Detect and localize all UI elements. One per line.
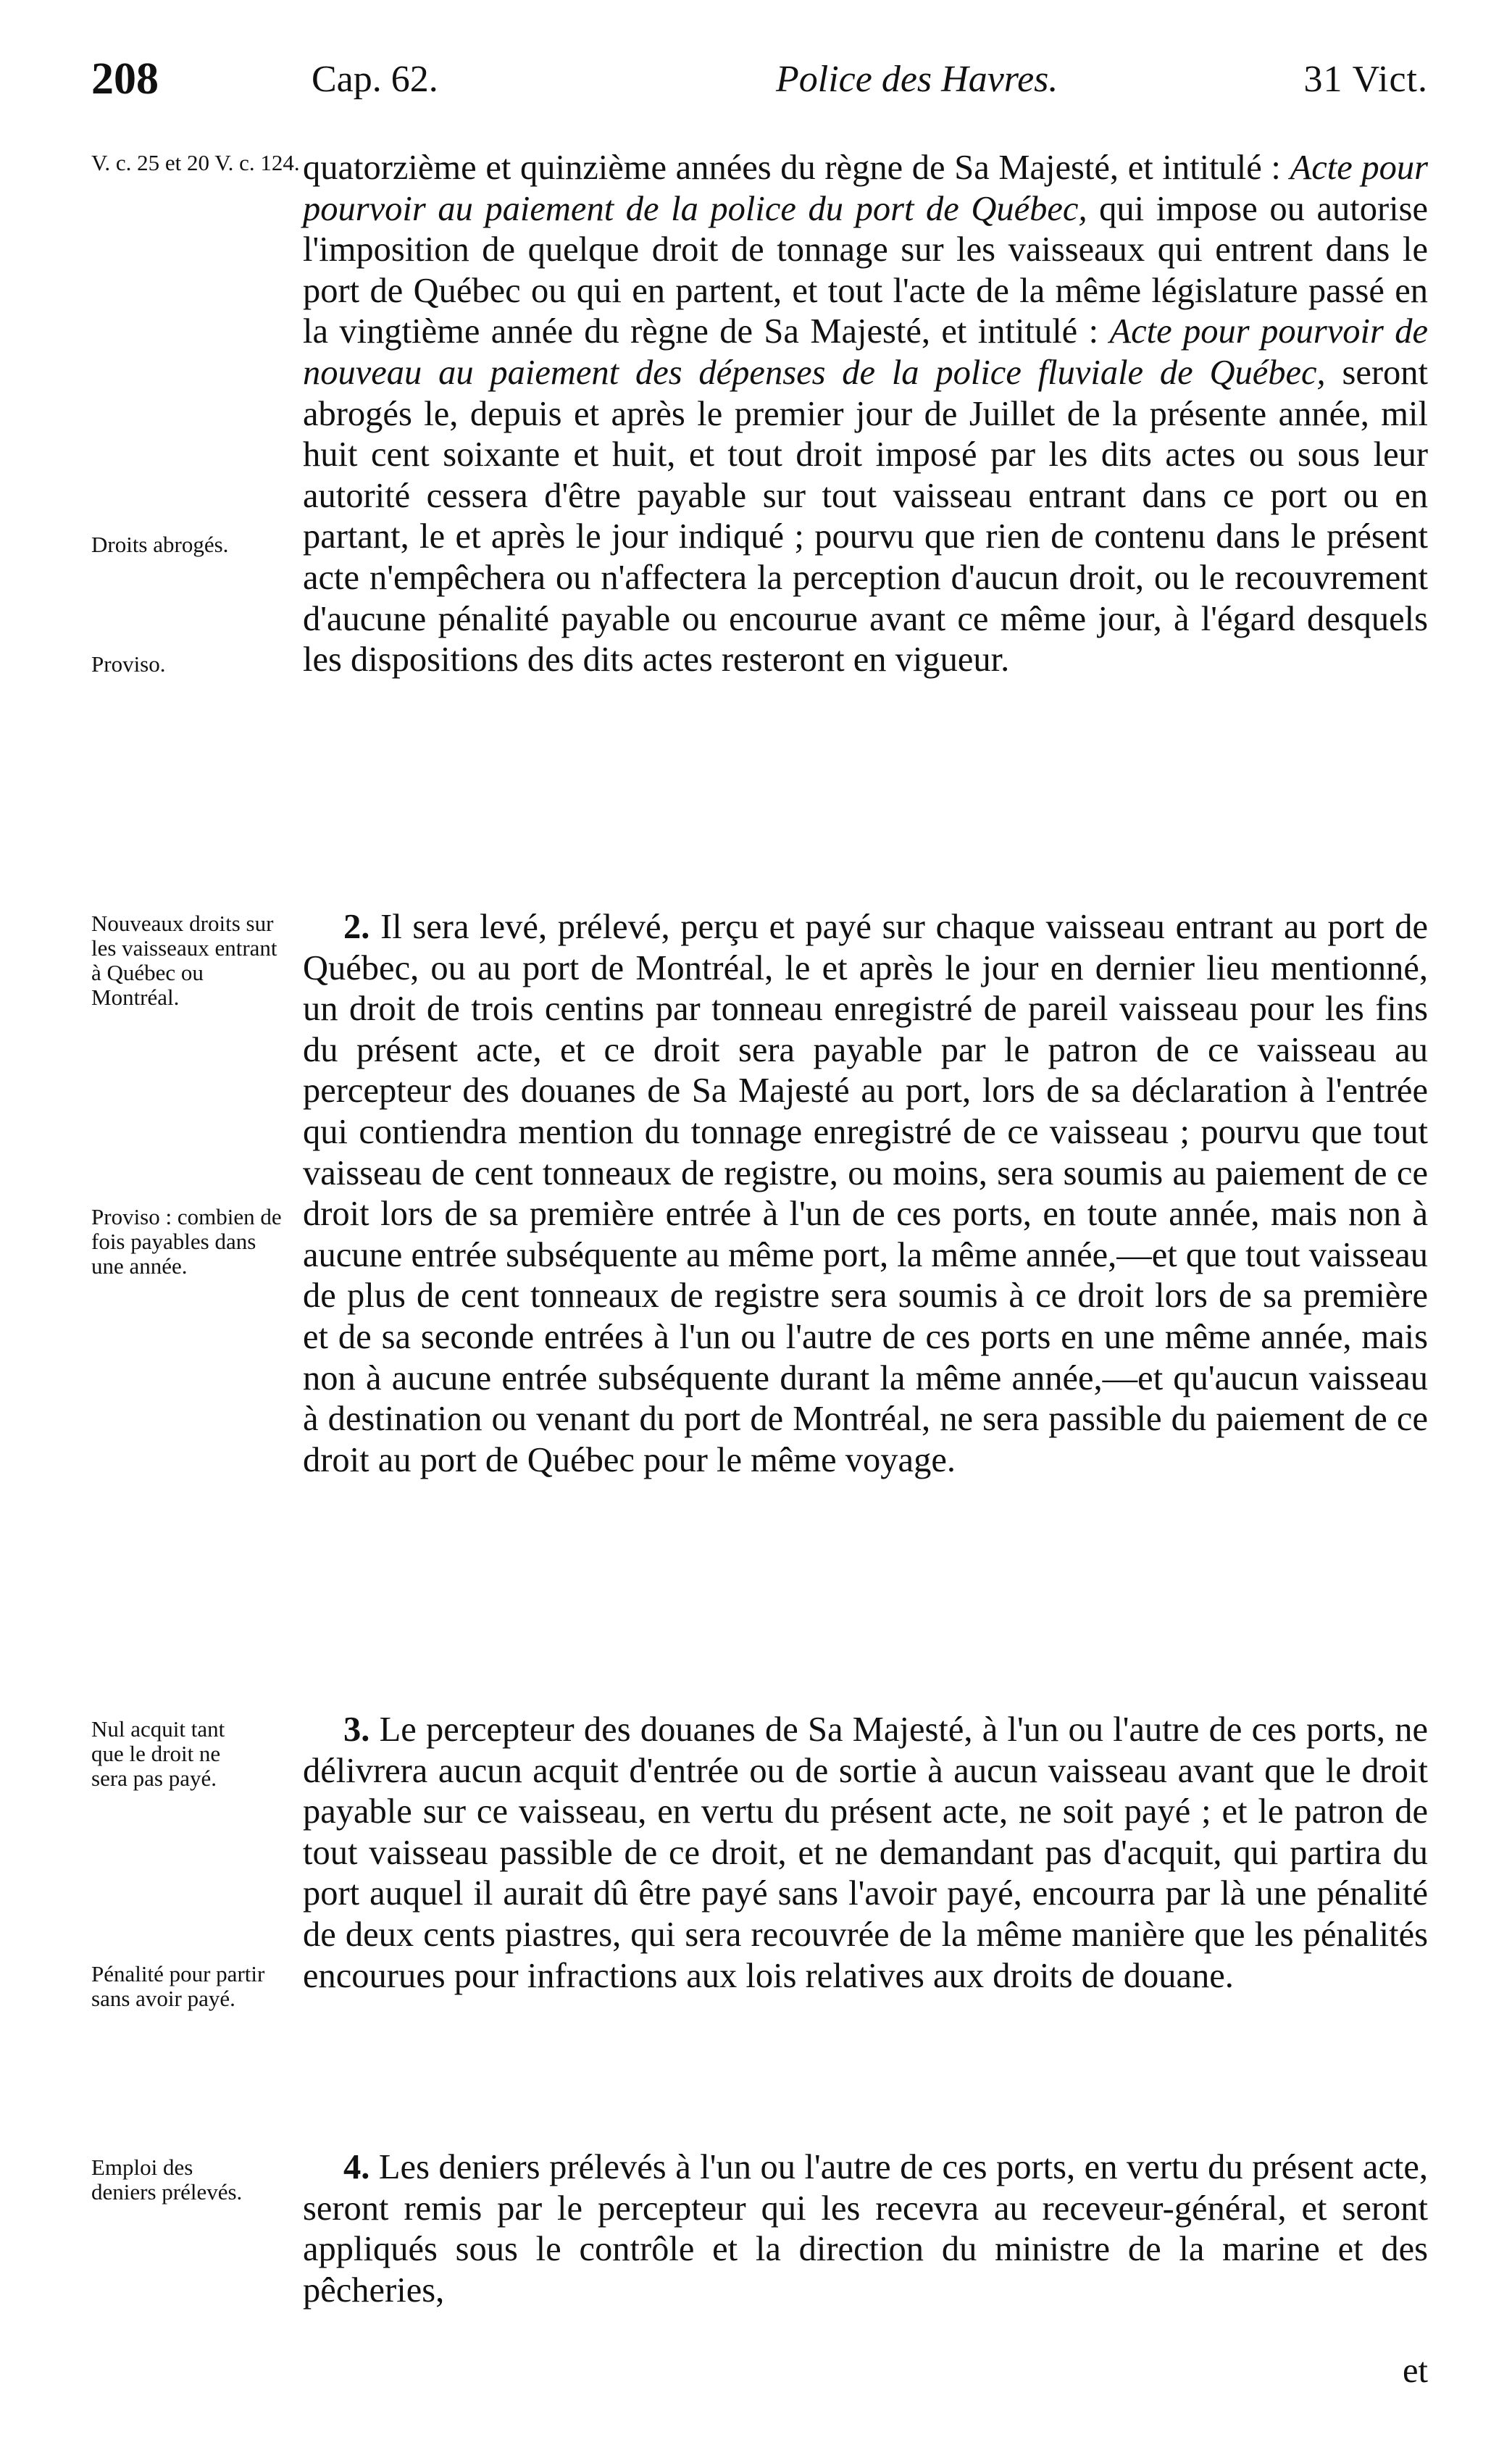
section-2-number: 2. xyxy=(343,908,370,946)
para1-text-b: qui impose ou autorise l'imposition de quelque droit de tonnage sur les vaisseaux qui entrent dans le port de Québec ou qui en partent, et tout l'acte de la même législature passé en la vingtième année du règne de Sa Majesté, et intitulé : xyxy=(303,189,1429,351)
margin-note-nul-acquit: Nul acquit tant que le droit ne sera pas payé. xyxy=(91,1716,225,1791)
margin-note-droits-abroges: Droits abrogés. xyxy=(91,532,229,557)
catchword: et xyxy=(1402,2352,1428,2390)
margin-note-statutes: V. c. 25 et 20 V. c. 124. xyxy=(91,150,300,175)
act-title-police-port: Acte pour pourvoir au paiement de la police du port de Québec, xyxy=(303,149,1428,228)
section-2 xyxy=(303,907,1428,1481)
section-3 xyxy=(303,1710,1428,1997)
page-title: Police des Havres. xyxy=(776,59,1058,100)
margin-note-proviso: Proviso. xyxy=(91,651,166,677)
page-number: 208 xyxy=(91,54,159,104)
regnal-year: 31 Vict. xyxy=(1303,59,1428,100)
para1-text-c: seront abrogés le, depuis et après le premier jour de Juillet de la présente année, mil huit cent soixante et huit, et tout droit imposé par les dits actes ou sous leur autorité cessera d'être payable sur tout vaisseau entrant dans ce port ou en partant, le et après le jour indiqué ; pourvu que rien de contenu dans le présent acte n'empêchera ou n'affectera la perception d'aucun droit, ou le recouvrement d'aucune pénalité payable ou encourue avant ce même jour, à l'égard desquels les dispositions des dits actes resteront en vigueur. xyxy=(303,353,1428,680)
margin-note-emploi-deniers: Emploi des deniers prélevés. xyxy=(91,2155,243,2205)
section-3-text: Le percepteur des douanes de Sa Majesté, à l'un ou l'autre de ces ports, ne délivrera aucun acquit d'entrée ou de sortie à aucun vaisseau avant que le droit payable sur ce vaisseau, en vertu du présent acte, ne soit payé ; et le patron de tout vaisseau passible de ce droit, et ne demandant pas d'acquit, qui partira du port auquel il aurait dû être payé sans l'avoir payé, encourra par là une pénalité de deux cents piastres, qui sera recouvrée de la même manière que les pénalités encourues pour infractions aux lois relatives aux droits de douane. xyxy=(303,1710,1428,1995)
section-4 xyxy=(303,2147,1428,2311)
section-4-number: 4. xyxy=(343,2148,370,2186)
running-header xyxy=(91,54,1428,119)
act-title-police-fluviale: Acte pour pourvoir de nouveau au paiement des dépenses de la police fluviale de Québec, xyxy=(303,312,1428,392)
chapter-label: Cap. 62. xyxy=(312,59,438,100)
margin-note-nouveaux-droits: Nouveaux droits sur les vaisseaux entrant à Québec ou Montréal. xyxy=(91,911,277,1010)
section-4-text: Les deniers prélevés à l'un ou l'autre de ces ports, en vertu du présent acte, seront remis par le percepteur qui les recevra au receveur-général, et seront appliqués sous le contrôle et la direction du ministre de la marine et des pêcheries, xyxy=(303,2148,1428,2310)
para1-text-a: quatorzième et quinzième années du règne de Sa Majesté, et intitulé : xyxy=(303,149,1290,187)
section-3-number: 3. xyxy=(343,1710,370,1749)
margin-note-proviso-combien: Proviso : combien de fois payables dans une année. xyxy=(91,1204,282,1279)
paragraph-continuation xyxy=(303,148,1428,681)
margin-note-penalite: Pénalité pour partir sans avoir payé. xyxy=(91,1961,265,2011)
section-2-text: Il sera levé, prélevé, perçu et payé sur chaque vaisseau entrant au port de Québec, ou au port de Montréal, le et après le jour en dernier lieu mentionné, un droit de trois centins par tonneau enregistré de pareil vaisseau pour les fins du présent acte, et ce droit sera payable par le patron de ce vaisseau au percepteur des douanes de Sa Majesté au port, lors de sa déclaration à l'entrée qui contiendra mention du tonnage enregistré de ce vaisseau ; pourvu que tout vaisseau de cent tonneaux de registre, ou moins, sera soumis au paiement de ce droit lors de sa première entrée à l'un de ces ports, en toute année, mais non à aucune entrée subséquente au même port, la même année,—et que tout vaisseau de plus de cent tonneaux de registre sera soumis à ce droit lors de sa première et de sa seconde entrées à l'un ou l'autre de ces ports en une même année, mais non à aucune entrée subséquente durant la même année,—et qu'aucun vaisseau à destination ou venant du port de Montréal, ne sera passible du paiement de ce droit au port de Québec pour le même voyage. xyxy=(303,908,1429,1479)
